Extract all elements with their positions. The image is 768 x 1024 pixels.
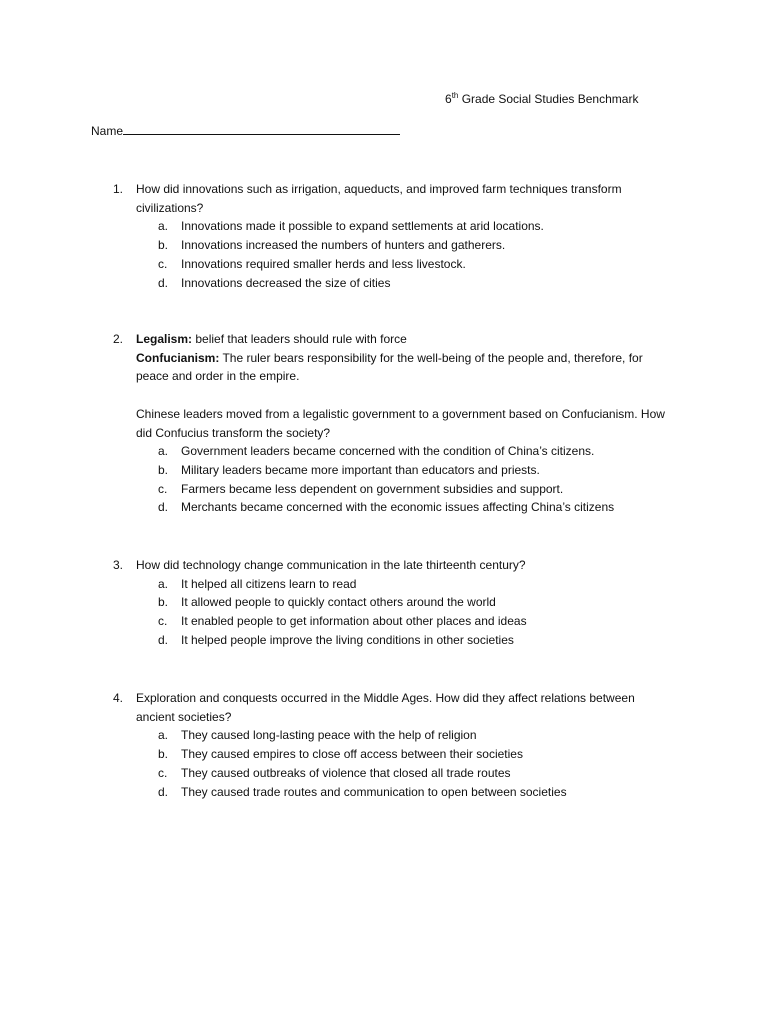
option-text: It enabled people to get information about other places and ideas	[181, 614, 527, 629]
option-letter: a.	[158, 728, 169, 743]
question-number: 3.	[113, 558, 124, 572]
answer-option[interactable]	[136, 631, 673, 650]
answer-options	[136, 217, 673, 292]
definition-text: belief that leaders should rule with force	[192, 332, 407, 346]
name-label: Name	[91, 124, 124, 138]
answer-option[interactable]	[136, 726, 673, 745]
option-letter: c.	[158, 256, 168, 271]
question-number: 2.	[113, 332, 124, 346]
option-text: It helped people improve the living conditions in other societies	[181, 632, 514, 647]
option-letter: a.	[158, 444, 169, 459]
option-letter: d.	[158, 784, 169, 799]
answer-option[interactable]	[136, 461, 673, 480]
answer-option[interactable]	[136, 274, 673, 293]
option-text: Government leaders became concerned with the condition of China’s citizens.	[181, 444, 595, 459]
answer-options	[136, 575, 673, 650]
option-letter: c.	[158, 614, 168, 629]
answer-options	[136, 442, 673, 517]
question-text: How did innovations such as irrigation, aqueducts, and improved farm techniques transform civilizations?	[136, 182, 622, 215]
answer-option[interactable]	[136, 236, 673, 255]
option-letter: d.	[158, 632, 169, 647]
answer-options	[136, 726, 673, 801]
answer-option[interactable]	[136, 764, 673, 783]
page-title	[445, 92, 638, 106]
option-letter: a.	[158, 219, 169, 234]
option-text: Innovations required smaller herds and less livestock.	[181, 256, 466, 271]
option-text: It allowed people to quickly contact others around the world	[181, 595, 496, 610]
answer-option[interactable]	[136, 442, 673, 461]
option-letter: b.	[158, 747, 169, 762]
option-text: It helped all citizens learn to read	[181, 576, 357, 591]
question-1	[113, 180, 673, 292]
option-letter: d.	[158, 500, 169, 515]
answer-option[interactable]	[136, 480, 673, 499]
title-grade-suffix: th	[451, 91, 459, 100]
option-text: They caused trade routes and communication to open between societies	[181, 784, 567, 799]
question-2	[113, 330, 673, 517]
option-text: They caused outbreaks of violence that closed all trade routes	[181, 765, 511, 780]
option-letter: a.	[158, 576, 169, 591]
option-text: Innovations decreased the size of cities	[181, 275, 391, 290]
question-number: 1.	[113, 182, 124, 196]
question-text: Exploration and conquests occurred in the Middle Ages. How did they affect relations between ancient societies?	[136, 691, 635, 724]
name-blank-line[interactable]	[123, 122, 400, 135]
question-text: How did technology change communication in the late thirteenth century?	[136, 558, 526, 572]
option-letter: c.	[158, 481, 168, 496]
option-letter: d.	[158, 275, 169, 290]
definition-text: The ruler bears responsibility for the well-being of the people and, therefore, for peace and order in the empire.	[136, 350, 643, 384]
option-text: They caused long-lasting peace with the help of religion	[181, 728, 477, 743]
definition-confucianism	[136, 349, 673, 386]
option-text: Merchants became concerned with the economic issues affecting China’s citizens	[181, 500, 615, 515]
question-number: 4.	[113, 691, 124, 705]
option-text: Innovations increased the numbers of hunters and gatherers.	[181, 238, 506, 253]
answer-option[interactable]	[136, 783, 673, 802]
option-text: They caused empires to close off access between their societies	[181, 747, 523, 762]
title-text: Grade Social Studies Benchmark	[458, 92, 639, 106]
option-text: Innovations made it possible to expand settlements at arid locations.	[181, 219, 544, 234]
answer-option[interactable]	[136, 217, 673, 236]
answer-option[interactable]	[136, 593, 673, 612]
option-letter: b.	[158, 595, 169, 610]
answer-option[interactable]	[136, 255, 673, 274]
question-3	[113, 556, 673, 650]
definition-legalism	[136, 330, 673, 349]
option-letter: b.	[158, 238, 169, 253]
question-text: Chinese leaders moved from a legalistic government to a government based on Confucianism. How did Confucius transform the society?	[136, 406, 665, 440]
answer-option[interactable]	[136, 498, 673, 517]
option-text: Military leaders became more important than educators and priests.	[181, 462, 540, 477]
question-4	[113, 689, 673, 801]
title-grade-number: 6	[445, 92, 452, 106]
definition-term: Confucianism:	[136, 350, 220, 365]
definition-term: Legalism:	[136, 332, 193, 346]
name-field-row	[91, 122, 400, 138]
option-letter: c.	[158, 765, 168, 780]
option-text: Farmers became less dependent on government subsidies and support.	[181, 481, 564, 496]
option-letter: b.	[158, 462, 169, 477]
answer-option[interactable]	[136, 612, 673, 631]
answer-option[interactable]	[136, 745, 673, 764]
answer-option[interactable]	[136, 575, 673, 594]
